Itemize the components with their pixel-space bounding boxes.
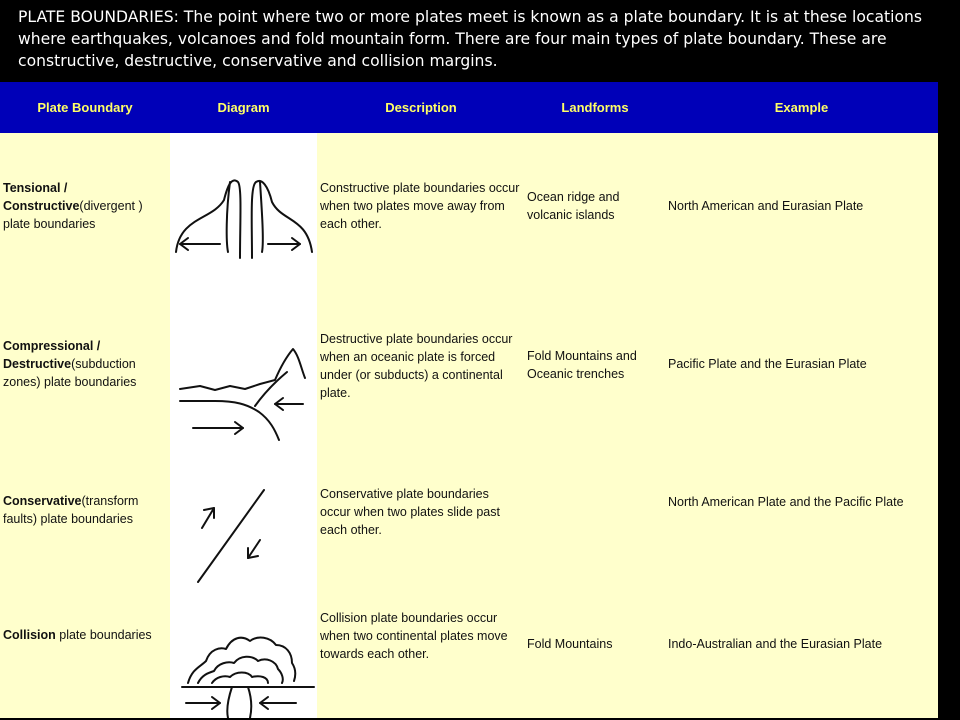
constructive-boundary-diagram — [172, 172, 317, 264]
row-2-description: Destructive plate boundaries occur when an oceanic plate is forced under (or subducts) a continental plate. — [320, 332, 513, 400]
row-2-example: Pacific Plate and the Eurasian Plate — [668, 357, 867, 371]
table-header — [0, 82, 938, 133]
row-1-boundary-name: Tensional / Constructive(divergent ) plate boundaries — [3, 181, 143, 231]
row-4-boundary-name: Collision plate boundaries — [3, 628, 152, 642]
row-1-description: Constructive plate boundaries occur when two plates move away from each other. — [320, 181, 520, 231]
row-2-landforms: Fold Mountains and Oceanic trenches — [527, 349, 637, 381]
header-landforms: Landforms — [561, 100, 629, 115]
intro-text: PLATE BOUNDARIES: The point where two or more plates meet is known as a plate boundary. It is at these locations where earthquakes, volcanoes and fold mountain form. There are four main types of plate boundary. These are constructive, destructive, conservative and collision margins. — [0, 0, 960, 82]
header-example: Example — [774, 100, 829, 115]
row-3-description: Conservative plate boundaries occur when two plates slide past each other. — [320, 487, 500, 537]
header-plate-boundary: Plate Boundary — [37, 100, 133, 115]
header-description: Description — [385, 100, 457, 115]
row-3-boundary-name: Conservative(transform faults) plate boundaries — [3, 494, 139, 526]
row-2-boundary-name: Compressional / Destructive(subduction zones) plate boundaries — [3, 339, 137, 389]
plate-boundaries-table — [0, 82, 938, 718]
row-1-landforms: Ocean ridge and volcanic islands — [527, 190, 620, 222]
destructive-boundary-diagram — [175, 344, 315, 444]
row-4-description: Collision plate boundaries occur when two continental plates move towards each other. — [320, 611, 508, 661]
row-1-example: North American and Eurasian Plate — [668, 199, 864, 213]
row-3-example: North American Plate and the Pacific Plate — [668, 495, 904, 509]
collision-boundary-diagram — [178, 627, 318, 718]
conservative-boundary-diagram — [180, 484, 290, 589]
header-diagram: Diagram — [217, 100, 270, 115]
row-4-landforms: Fold Mountains — [527, 637, 613, 651]
row-4-example: Indo-Australian and the Eurasian Plate — [668, 637, 883, 651]
